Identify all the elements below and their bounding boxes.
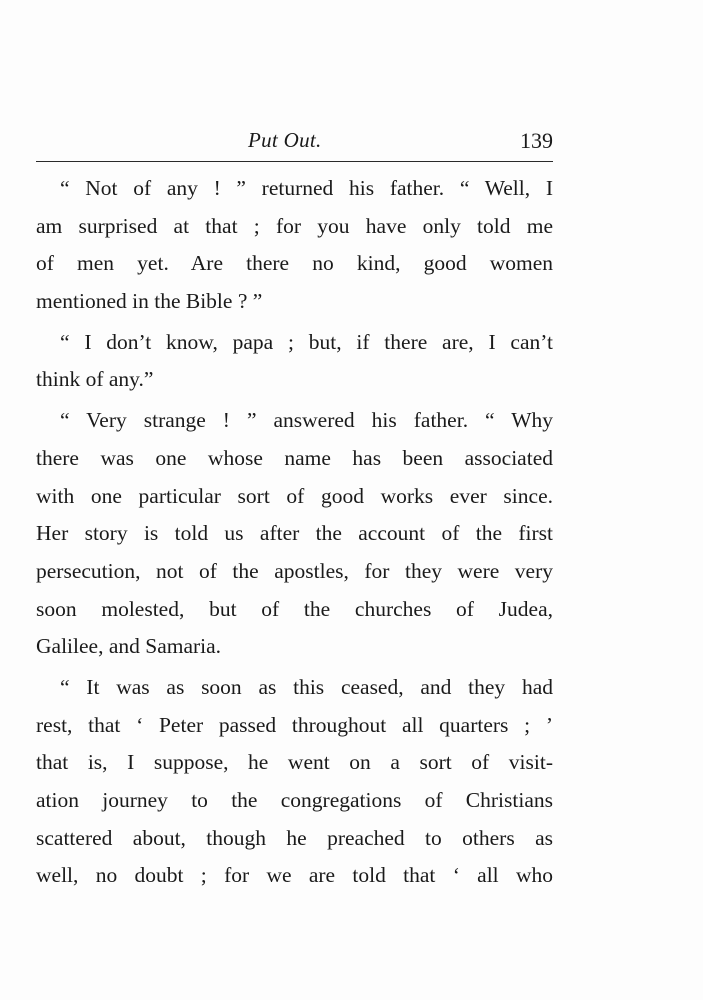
text-line: that is, I suppose, he went on a sort of visit- [36, 750, 553, 775]
text-line: ation journey to the congregations of Christians [36, 788, 553, 812]
text-line: soon molested, but of the churches of Judea, [36, 596, 553, 621]
text-line: “ Not of any ! ” returned his father. “ Well, I [60, 176, 553, 200]
body-text [36, 170, 553, 895]
paragraph-1 [36, 170, 553, 321]
text-line: with one particular sort of good works ever since. [36, 483, 553, 508]
text-line: “ It was as soon as this ceased, and they had [60, 674, 553, 699]
text-line: am surprised at that ; for you have only told me [36, 213, 553, 238]
paragraph-3 [36, 402, 553, 666]
text-line: well, no doubt ; for we are told that ‘ all who [36, 863, 553, 888]
text-line: scattered about, though he preached to others as [36, 825, 553, 850]
page-header [36, 122, 553, 162]
text-line: there was one whose name has been associated [36, 445, 553, 470]
text-line: Her story is told us after the account of the first [36, 521, 553, 546]
text-line: “ I don’t know, papa ; but, if there are, I can’t [60, 329, 553, 354]
paragraph-2 [36, 324, 553, 399]
text-line: “ Very strange ! ” answered his father. “ Why [60, 408, 553, 433]
page-number: 139 [520, 128, 553, 153]
text-line: mentioned in the Bible ? ” [36, 289, 263, 314]
text-line: of men yet. Are there no kind, good women [36, 251, 553, 276]
text-line: rest, that ‘ Peter passed throughout all quarters ; ’ [36, 712, 553, 737]
text-line: think of any.” [36, 367, 154, 392]
text-line: Galilee, and Samaria. [36, 634, 222, 659]
text-line: persecution, not of the apostles, for they were very [36, 558, 553, 583]
header-rule [36, 161, 553, 162]
paragraph-4 [36, 669, 553, 895]
running-title: Put Out. [248, 128, 322, 152]
